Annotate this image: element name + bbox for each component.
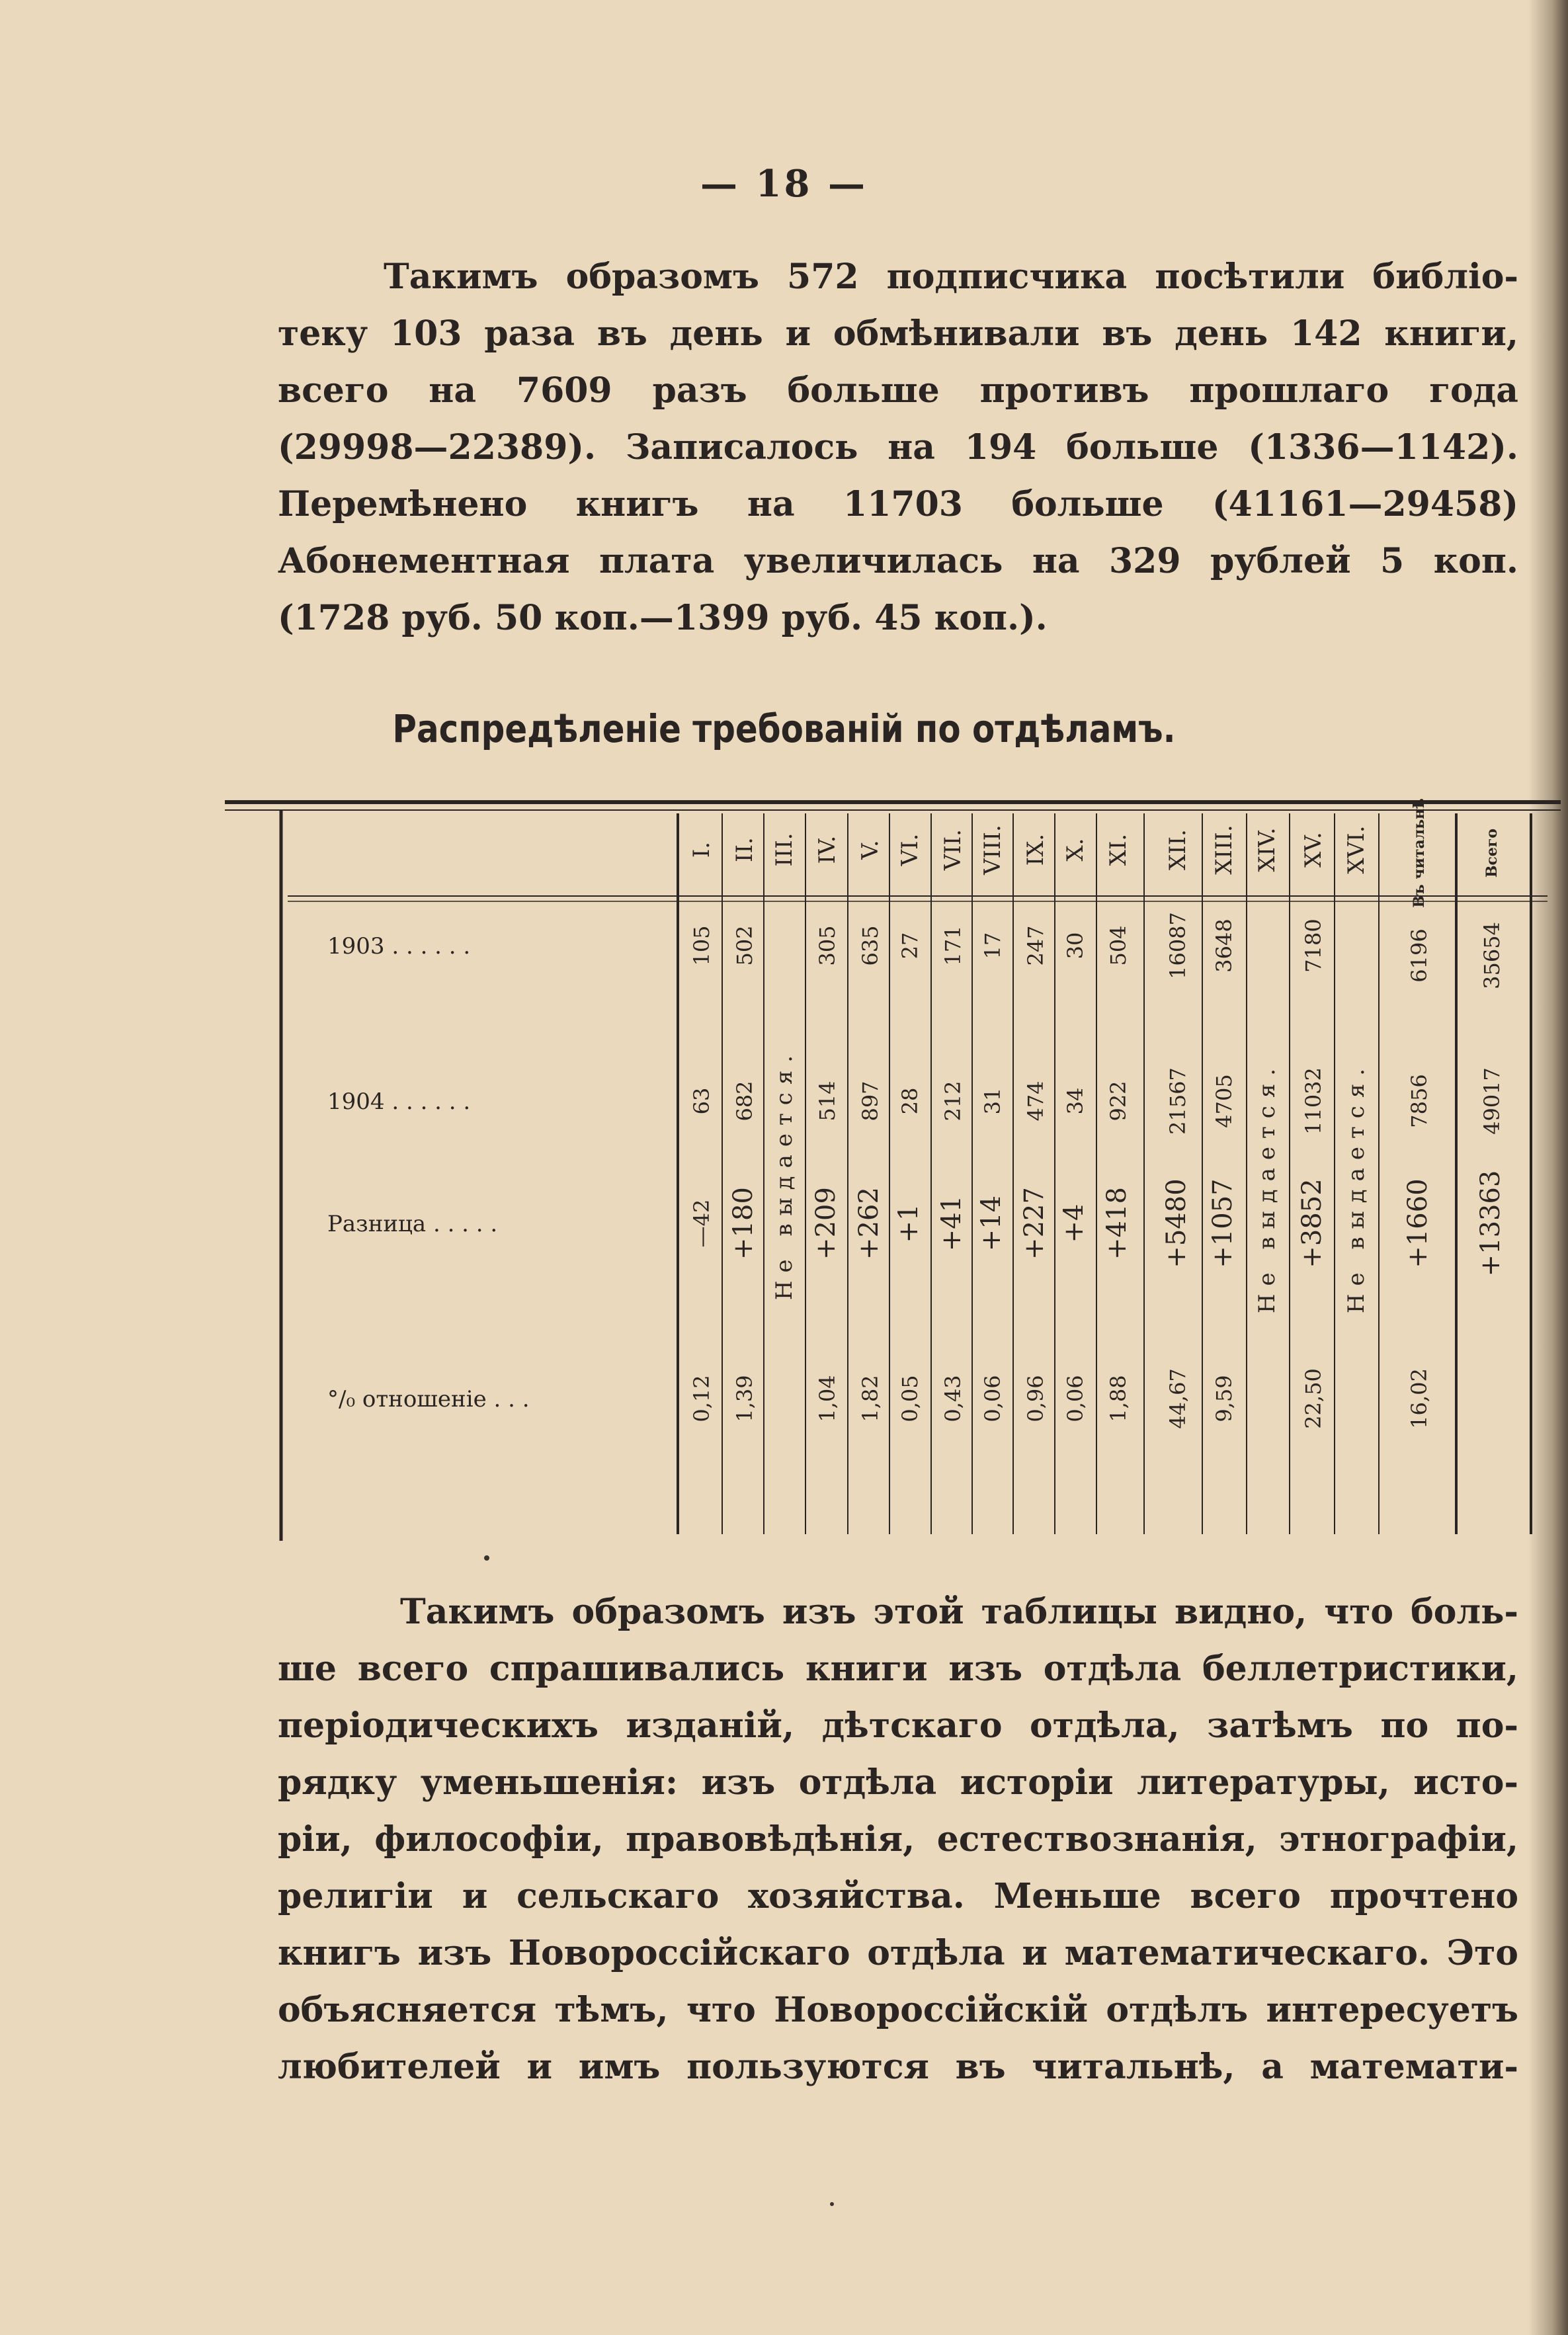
table-cell: —42: [689, 1199, 714, 1248]
table-cell: 44,67: [1165, 1368, 1190, 1429]
table-cell: 30: [1063, 932, 1088, 960]
text-line: Абонементная плата увеличилась на 329 рублей 5 коп.: [278, 541, 1518, 581]
ink-speck: [484, 1555, 489, 1561]
table-cell: 0,06: [980, 1375, 1005, 1422]
table-cell: 504: [1106, 925, 1131, 966]
table-cell: 21567: [1165, 1067, 1190, 1135]
not-issued-note: Не выдается.: [1254, 1060, 1280, 1314]
table-cell: 17: [980, 932, 1005, 960]
not-issued-note: Не выдается.: [1343, 1060, 1370, 1314]
column-header: IX.: [1022, 833, 1049, 866]
table-cell: 4705: [1212, 1074, 1237, 1128]
table-cell: +4: [1059, 1204, 1089, 1243]
table-cell: 31: [980, 1087, 1005, 1115]
column-header: XVI.: [1343, 825, 1370, 874]
table-cell: 247: [1023, 925, 1048, 966]
text-line: Такимъ образомъ изъ этой таблицы видно, что боль-: [400, 1592, 1518, 1632]
column-header: Въ читальнѣ: [1411, 798, 1428, 908]
table-cell: 9,59: [1212, 1375, 1237, 1422]
table-cell: 0,96: [1023, 1375, 1048, 1422]
column-header: V.: [857, 840, 884, 860]
table-cell: 212: [940, 1081, 966, 1122]
row-label: 1904 . . . . . .: [327, 1088, 471, 1115]
table-cell: +180: [728, 1187, 759, 1260]
table-cell: 474: [1023, 1081, 1048, 1122]
table-cell: 49017: [1479, 1067, 1505, 1135]
table-cell: 514: [815, 1081, 840, 1122]
table-title: Распредѣленіе требованій по отдѣламъ.: [392, 706, 1176, 751]
table-cell: 1,88: [1106, 1375, 1131, 1422]
text-line: любителей и имъ пользуются въ читальнѣ, а математи-: [278, 2047, 1518, 2087]
text-line: книгъ изъ Новороссійскаго отдѣла и математическаго. Это: [278, 1933, 1518, 1973]
column-header: VII.: [940, 829, 966, 871]
column-header: III.: [771, 833, 798, 867]
table-cell: +13363: [1475, 1170, 1506, 1277]
text-line: теку 103 раза въ день и обмѣнивали въ день 142 книги,: [278, 313, 1518, 354]
table-cell: 6196: [1407, 928, 1432, 983]
table-cell: 105: [689, 925, 714, 966]
column-header: X.: [1062, 838, 1089, 862]
table-cell: 922: [1106, 1081, 1131, 1122]
table-cell: +1057: [1208, 1178, 1238, 1268]
table-cell: +209: [811, 1187, 841, 1260]
table-cell: 0,06: [1063, 1375, 1088, 1422]
table-cell: 22,50: [1301, 1368, 1326, 1429]
table-cell: 11032: [1301, 1067, 1326, 1135]
text-line: (29998—22389). Записалось на 194 больше (1336—1142).: [278, 427, 1518, 468]
table-cell: 27: [897, 932, 923, 960]
table-cell: 7180: [1301, 919, 1326, 973]
table-cell: +14: [976, 1195, 1007, 1252]
table-cell: +227: [1019, 1187, 1050, 1260]
column-header: XV.: [1300, 832, 1327, 868]
table-cell: 171: [940, 925, 966, 966]
text-line: (1728 руб. 50 коп.—1399 руб. 45 коп.).: [278, 598, 1048, 638]
text-line: рядку уменьшенія: изъ отдѣла исторіи литературы, исто-: [278, 1762, 1518, 1803]
table-cell: 897: [858, 1081, 883, 1122]
column-header: I.: [688, 841, 715, 858]
column-header: II.: [731, 837, 758, 862]
column-header: XI.: [1105, 833, 1132, 866]
table-cell: +1: [893, 1204, 924, 1243]
row-label: 1903 . . . . . .: [327, 933, 471, 960]
table-cell: 63: [689, 1087, 714, 1115]
text-line: Такимъ образомъ 572 подписчика посѣтили библіо-: [384, 257, 1518, 297]
column-header: XIV.: [1254, 827, 1280, 872]
table-cell: +262: [854, 1187, 884, 1260]
table-cell: 35654: [1479, 922, 1505, 989]
row-label: °/₀ отношеніе . . .: [327, 1386, 530, 1413]
paragraph-1: [278, 249, 1518, 647]
column-header: VIII.: [979, 825, 1006, 875]
text-line: ше всего спрашивались книги изъ отдѣла беллетристики,: [278, 1649, 1518, 1689]
text-line: Перемѣнено книгъ на 11703 больше (41161—29458): [278, 484, 1518, 524]
table-cell: 1,39: [732, 1375, 757, 1422]
page-number: — 18 —: [700, 162, 868, 206]
table-cell: 7856: [1407, 1074, 1432, 1128]
ink-speck: [830, 2202, 834, 2206]
text-line: періодическихъ изданій, дѣтскаго отдѣла, затѣмъ по по-: [278, 1705, 1518, 1746]
table-cell: 28: [897, 1087, 923, 1115]
text-line: религіи и сельскаго хозяйства. Меньше всего прочтено: [278, 1876, 1518, 1916]
text-line: ріи, философіи, правовѣдѣнія, естествознанія, этнографіи,: [278, 1819, 1518, 1860]
text-line: всего на 7609 разъ больше противъ прошлаго года: [278, 370, 1518, 411]
row-label: Разница . . . . .: [327, 1211, 498, 1237]
table-cell: 16087: [1165, 912, 1190, 979]
table-cell: 635: [858, 925, 883, 966]
table-cell: +3852: [1297, 1178, 1327, 1268]
table-cell: 0,12: [689, 1375, 714, 1422]
table-cell: 0,05: [897, 1375, 923, 1422]
not-issued-note: Не выдается.: [771, 1047, 798, 1301]
column-header: XII.: [1165, 829, 1191, 870]
table-cell: 1,82: [858, 1375, 883, 1422]
table-cell: 305: [815, 925, 840, 966]
column-header: XIII.: [1211, 825, 1237, 875]
column-header: Всего: [1483, 828, 1501, 878]
table-cell: +41: [936, 1195, 967, 1252]
table-cell: 3648: [1212, 919, 1237, 973]
table-cell: 682: [732, 1081, 757, 1122]
table-cell: +1660: [1403, 1178, 1433, 1268]
table-cell: +418: [1102, 1187, 1132, 1260]
requests-table: [225, 784, 1561, 1551]
column-header: VI.: [897, 833, 923, 866]
text-line: объясняется тѣмъ, что Новороссійскій отдѣлъ интересуетъ: [278, 1990, 1518, 2030]
column-header: IV.: [814, 835, 841, 864]
table-cell: 0,43: [940, 1375, 966, 1422]
paragraph-2: [278, 1584, 1518, 2096]
table-cell: 16,02: [1407, 1368, 1432, 1429]
table-cell: +5480: [1161, 1178, 1192, 1268]
table-cell: 34: [1063, 1087, 1088, 1115]
table-cell: 1,04: [815, 1375, 840, 1422]
table-cell: 502: [732, 925, 757, 966]
